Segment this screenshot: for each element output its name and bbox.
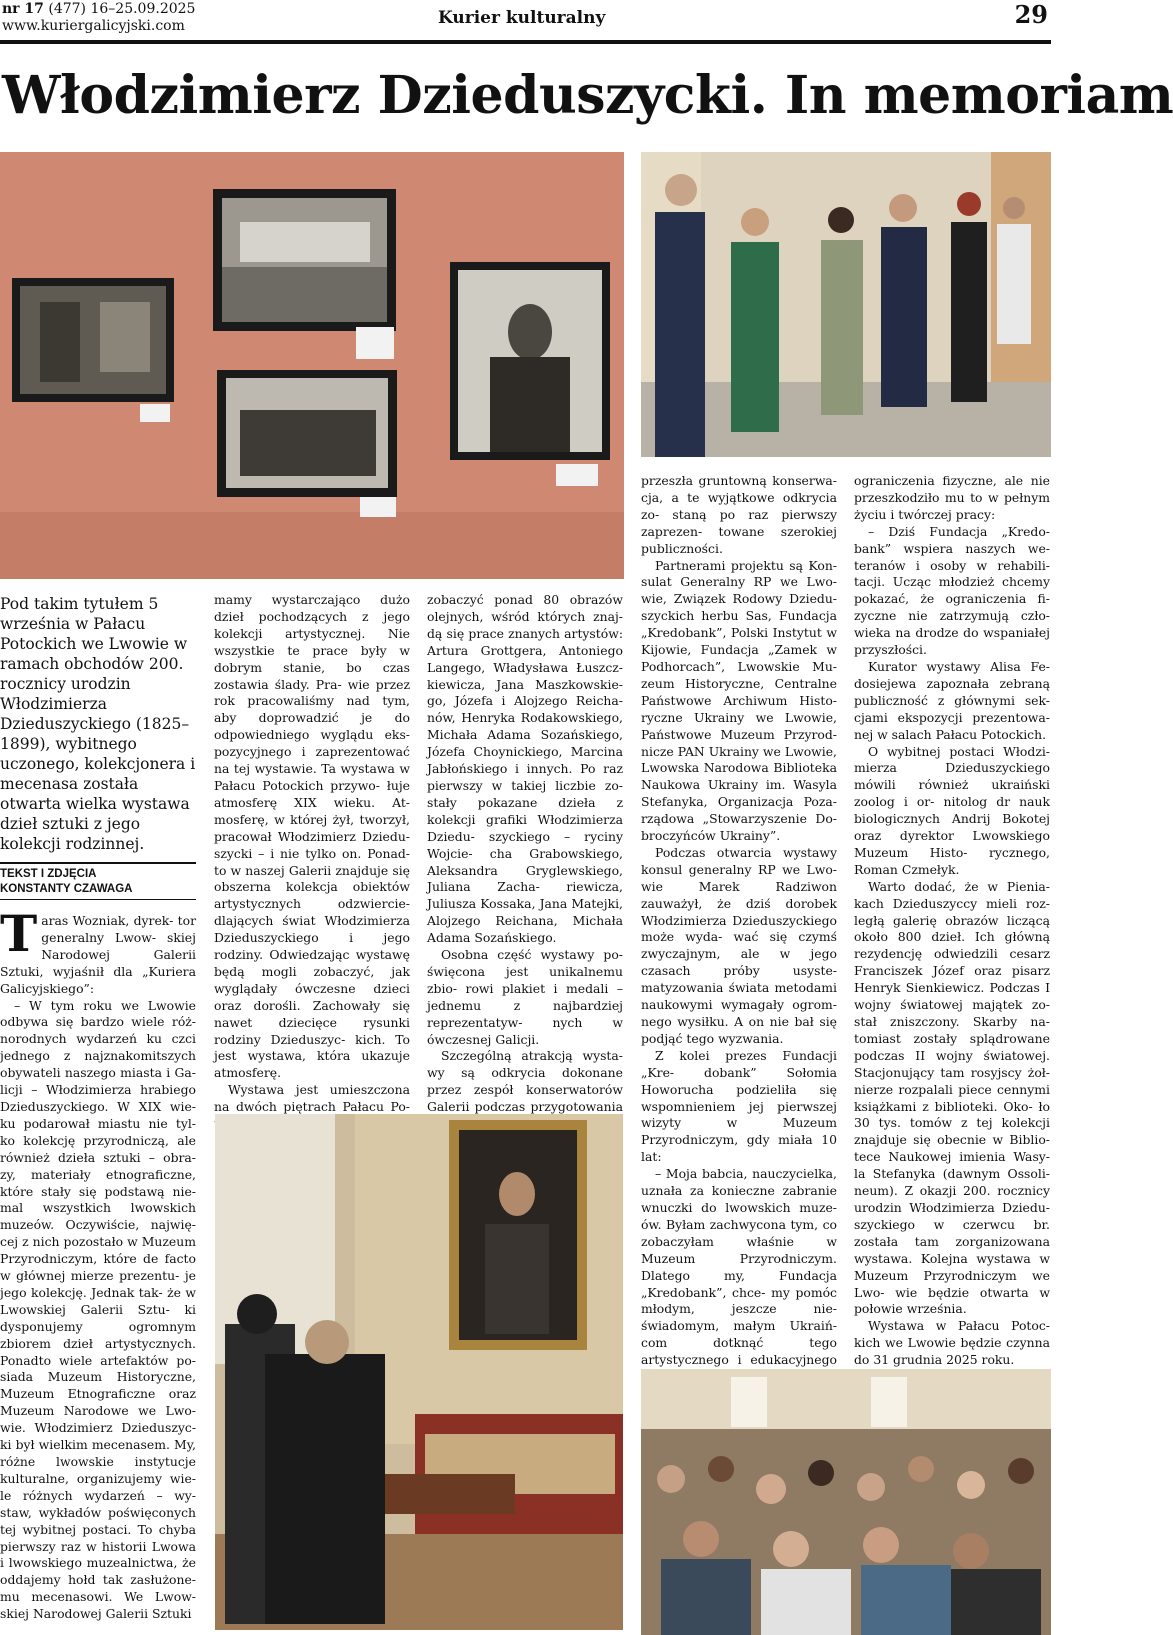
paragraph: Szczególną atrakcją wysta- wy są odkrycia dokonane przez zespół konserwatorów Galerii podczas przygotowania <box>427 1048 623 1115</box>
paragraph: przeszła gruntowną konserwa- cja, a te wyjątkowe odkrycia zo- staną po raz pierwszy zaprezen- towane szerokiej publiczności. <box>641 473 837 556</box>
website-link[interactable]: www.kuriergalicyjski.com <box>2 18 185 34</box>
article-lede: Pod takim tytułem 5 września w Pałacu Potockich we Lwowie w ramach obchodów 200. rocznicy urodzin Włodzimierza Dzieduszyckiego (1825–1899), wybitnego uczonego, kolekcjonera i mecenasa została otwarta wielka wystawa dzieł sztuki z jego kolekcji rodzinnej. <box>0 595 196 853</box>
byline-bottom-rule <box>0 899 196 900</box>
paragraph: zobaczyć ponad 80 obrazów olejnych, wśród których znaj- dą się prace znanych artystów: Artura Grottgera, Antoniego Langego, Władysława Łuszcz- kiewicza, Jana Maszkowskie- go, Józefa i Alojzego Reicha- nów, Henryka Rodakowskiego, Michała Adama Sozańskiego, Józefa Choynickiego, Marcina Jabłońskiego i innych. Po raz pierwszy w takiej liczbie zo- stały pokazane dzieła z kolekcji grafiki Włodzimierza Dziedu- szyckiego – ryciny Wojcie- cha Grabowskiego, Aleksandra Gryglewskiego, Juliana Zacha- riewicza, Juliusza Kossaka, Jana Matejki, Alojzego Reichana, Michała Adama Sozańskiego. <box>427 592 623 946</box>
paragraph: Osobna część wystawy po- święcona jest unikalnemu zbio- rowi plakiet i medali – jednemu z najbardziej reprezentatyw- nych w ówczesnej Galicji. <box>427 947 623 1047</box>
section-title: Kurier kulturalny <box>438 8 606 28</box>
issue-number: nr 17 <box>2 1 44 17</box>
byline-label: TEKST I ZDJĘCIA <box>0 868 97 880</box>
dropcap: T <box>0 904 38 963</box>
portrait-room-photo <box>215 1114 623 1630</box>
paragraph: – Dziś Fundacja „Kredo- bank” wspiera naszych we- teranów i osoby w rehabili- tacji. Ucząc młodzież chcemy pokazać, że ograniczenia fi- zyczne nie zatrzymują czło- wieka na drodze do wspaniałej przyszłości. <box>854 523 1050 658</box>
speakers-photo <box>641 152 1051 457</box>
paragraph: – Moja babcia, nauczycielka, uznała za konieczne zabranie wnuczki do lwowskich muze- ów. Byłam zachwycona tym, co zobaczyłam właśnie w Muzeum Przyrodniczym. Dlatego my, Fundacja „Kredobank”, chce- my pomóc młodym, jeszcze nie- świadomym, małym Ukraiń- com dotknąć tego artystycznego i edukacyjnego <box>641 1166 837 1368</box>
gallery-photo <box>0 152 624 579</box>
issue-detail: (477) 16–25.09.2025 <box>48 1 196 17</box>
article-column-5 <box>854 473 1050 1369</box>
paragraph: ograniczenia fizyczne, ale nie przeszkodziło mu to w pełnym życiu i twórczej pracy: <box>854 473 1050 522</box>
paragraph <box>0 904 196 998</box>
paragraph-text: aras Wozniak, dyrek- tor generalny Lwow- skiej Narodowej Galerii Sztuki, wyjaśnił dla „Kuriera Galicyjskiego”: <box>0 913 196 996</box>
issue-info <box>2 1 195 18</box>
page-number: 29 <box>1014 0 1048 29</box>
article-column-3 <box>427 592 623 1150</box>
paragraph: Z kolei prezes Fundacji „Kre- dobank” Sołomia Howorucha podzieliła się wspomnieniem jej pierwszej wizyty w Muzeum Przyrodniczym, gdy miała 10 lat: <box>641 1047 837 1165</box>
paragraph: mamy wystarczająco dużo dzieł pochodzących z jego kolekcji artystycznej. Nie wszystkie te prace były w dobrym stanie, bo czas zostawia ślady. Pra- wie przez rok pracowaliśmy nad tym, aby doprowadzić je do odpowiedniego wyglądu eks- pozycyjnego i zaprezentować na tej wystawie. Ta wystawa w Pałacu Potockich przywo- łuje atmosferę XIX wieku. At- mosferę, w której żył, tworzył, pracował Włodzimierz Dziedu- szycki – i nie tylko on. Ponad- to w naszej Galerii znajduje się obszerna kolekcja obiektów artystycznych odzwiercie- dlających świat Włodzimierza Dzieduszyckiego i jego rodziny. Odwiedzając wystawę będą mogli zobaczyć, jak wyglądały ówczesne dzieci oraz dorośli. Zachowały się nawet dziecięce rysunki rodziny Dzieduszyc- kich. To jest wystawa, która ukazuje atmosferę. <box>214 592 410 1081</box>
byline-author: KONSTANTY CZAWAGA <box>0 883 133 895</box>
byline-top-rule <box>0 862 196 864</box>
article-title: Włodzimierz Dzieduszycki. In memoriam <box>2 65 1173 126</box>
paragraph: O wybitnej postaci Włodzi- mierza Dzieduszyckiego mówili również ukraiński zoolog i or- nitolog dr nauk biologicznych Andrij Bokotej oraz dyrektor Lwowskiego Muzeum Histo- rycznego, Roman Czmełyk. <box>854 743 1050 877</box>
audience-photo <box>641 1369 1051 1635</box>
page-header <box>0 0 1051 44</box>
paragraph: Kurator wystawy Alisa Fe- dosiejewa zapoznała zebraną publiczność z głównymi sek- cjami ekspozycji prezentowa- nej w salach Pałacu Potockich. <box>854 658 1050 742</box>
paragraph: Partnerami projektu są Kon- sulat Generalny RP we Lwo- wie, Związek Rodowy Dziedu- szyckich herbu Sas, Fundacja „Kredobank”, Polski Instytut w Kijowie, Fundacja „Zamek w Podhorcach”, Lwowskie Mu- zeum Historyczne, Centralne Państwowe Archiwum Histo- ryczne Ukrainy we Lwowie, Państwowe Muzeum Przyrod- nicze PAN Ukrainy we Lwowie, Lwowska Narodowa Biblioteka Naukowa Ukrainy im. Wasyla Stefanyka, Organizacja Poza- rządowa „Stowarzyszenie Do- broczyńców Ukrainy”. <box>641 557 837 844</box>
article-column-4 <box>641 473 837 1454</box>
paragraph: Wystawa w Pałacu Potoc- kich we Lwowie będzie czynna do 31 grudnia 2025 roku. <box>854 1318 1050 1368</box>
paragraph: Wystawa jest umieszczona na dwóch piętrach Pałacu Po- <box>214 1082 410 1115</box>
article-column-2 <box>214 592 410 1133</box>
article-column-1 <box>0 904 196 1623</box>
paragraph: Podczas otwarcia wystawy konsul generalny RP we Lwo- wie Marek Radziwon zauważył, że dziś dorobek Włodzimierza Dzieduszyckiego może wyda- wać się czymś zwyczajnym, ale w jego czasach próby usyste- matyzowania świata metodami naukowymi wymagały ogrom- nego wysiłku. A on nie bał się podjąć tego wyzwania. <box>641 844 837 1046</box>
paragraph: Warto dodać, że w Pienia- kach Dzieduszyccy mieli roz- ległą galerię obrazów liczącą około 800 dzieł. Ich główną rezydencję odwiedzili cesarz Franciszek Józef oraz pisarz Henryk Sienkiewicz. Podczas I wojny światowej majątek zo- stał zniszczony. Skarby na- tomiast zostały splądrowane podczas II wojny światowej. Stacjonujący tam rosyjscy żoł- nierze rozpalali piece cennymi książkami z biblioteki. Oko- ło 30 tys. tomów z tej kolekcji znajduje się obecnie w Biblio- tece Naukowej imienia Wasy- la Stefanyka (dawnym Ossoli- neum). Z okazji 200. rocznicy urodzin Włodzimierza Dziedu- szyckiego w czerwcu br. została tam zorganizowana wystawa. Kolejna wystawa w Muzeum Przyrodniczym we Lwo- wie będzie otwarta w połowie września. <box>854 878 1050 1317</box>
byline <box>0 867 196 897</box>
paragraph: – W tym roku we Lwowie odbywa się bardzo wiele róż- norodnych wydarzeń ku czci jednego z najznakomitszych obywateli naszego miasta i Ga- licji – Włodzimierza hrabiego Dzieduszyckiego. W XIX wie- ku podarował miastu nie tyl- ko kolekcję przyrodniczą, ale również dzieła sztuki – obra- zy, materiały etnograficzne, które stały się podstawą nie- mal wszystkich lwowskich muzeów. Oczywiście, najwię- cej z nich pozostało w Muzeum Przyrodniczym, które de facto w głównej mierze prezentu- je jego kolekcję. Jednak tak- że w Lwowskiej Galerii Sztu- ki dysponujemy ogromnym zbiorem dzieł artystycznych. Ponadto wiele artefaktów po- siada Muzeum Historyczne, Muzeum Etnograficzne oraz Muzeum Narodowe we Lwo- wie. Włodzimierz Dzieduszyc- ki był wielkim mecenasem. My, różne lwowskie instytucje kulturalne, organizujemy wie- le różnych wydarzeń – wy- staw, wykładów poświęconych tej wybitnej postaci. To chyba pierwszy raz w historii Lwowa i lwowskiego muzealnictwa, że oddajemy hołd tak zasłużone- mu mecenasowi. We Lwow- skiej Narodowej Galerii Sztuki <box>0 997 196 1622</box>
